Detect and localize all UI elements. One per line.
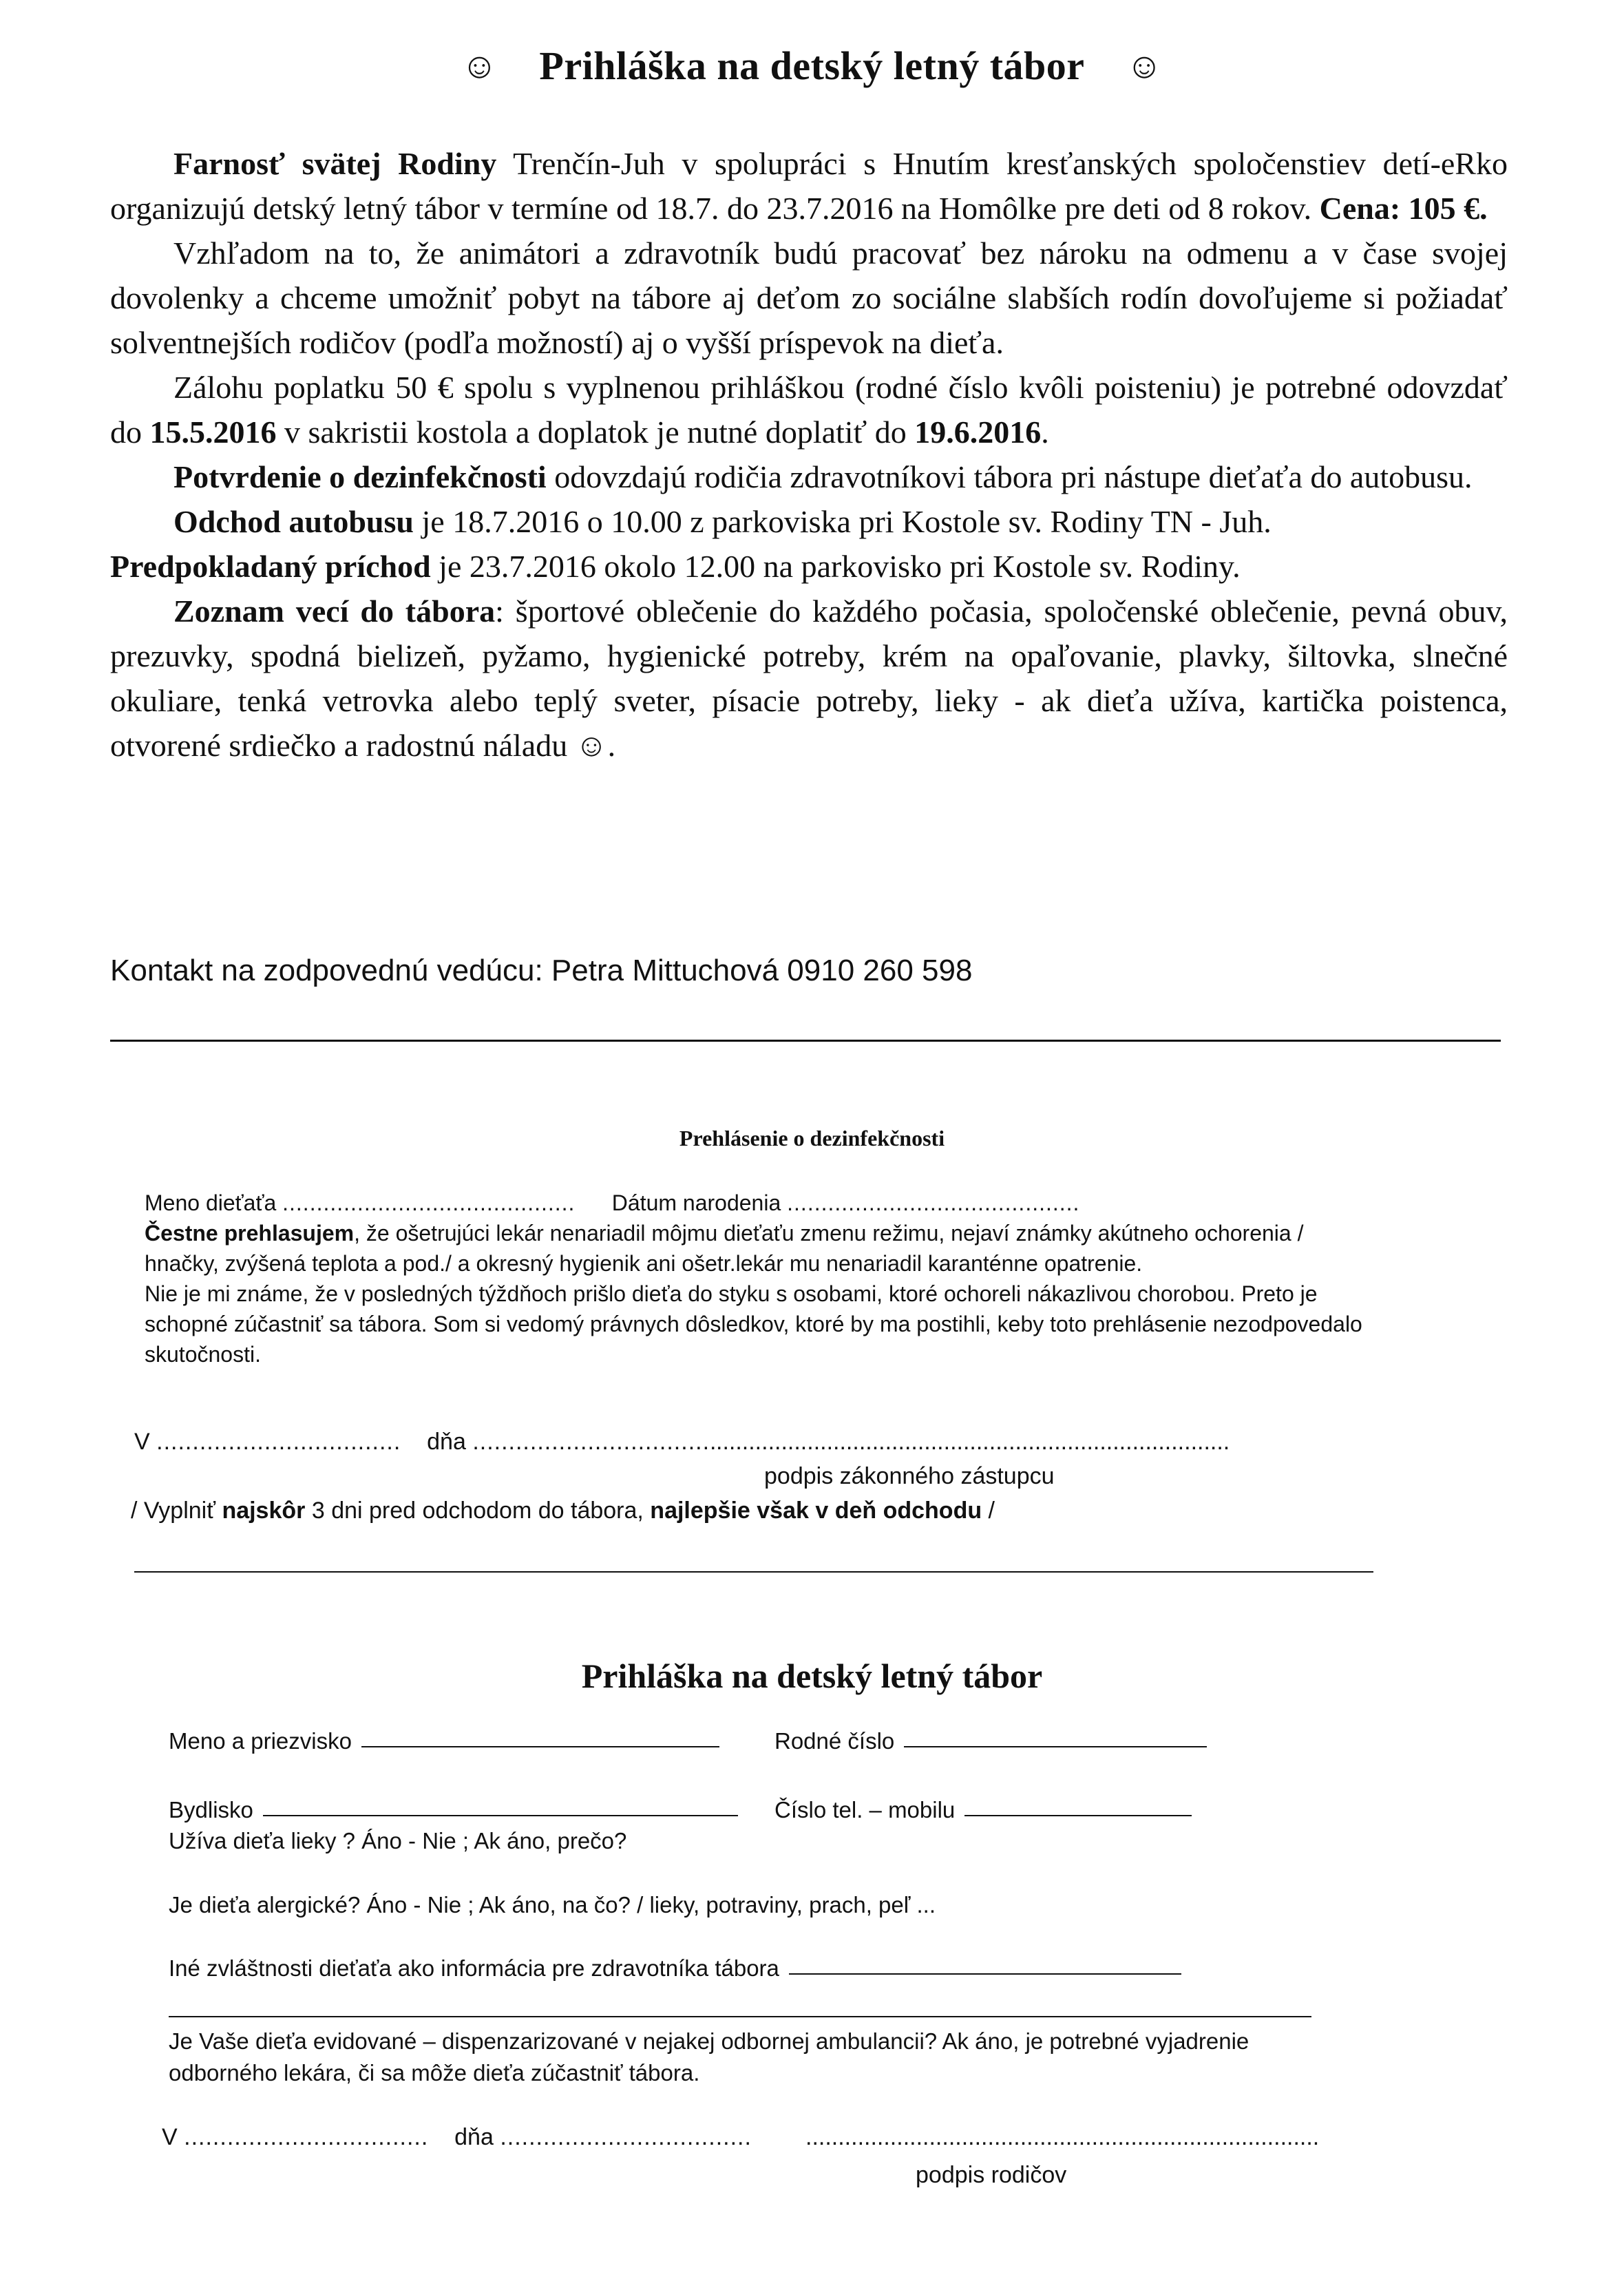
smiley-right-icon: ☺ [1126,47,1163,86]
phone-input[interactable] [964,1815,1192,1816]
name-field-row [169,1728,719,1754]
name-input[interactable] [361,1746,719,1747]
application-signature-row: V .................................. dňa ................................... [162,2124,752,2150]
other-info-row [169,1955,1181,1982]
info-paragraph-6: Predpokladaný príchod je 23.7.2016 okolo 12.00 na parkovisko pri Kostole sv. Rodiny. [110,549,1241,584]
declaration-statement-1: Čestne prehlasujem, že ošetrujúci lekár nenariadil môjmu dieťaťu zmenu režimu, nejaví známky akútneho ochorenia / hnačky, zvýšená teplota a pod./ a okresný hygienik ani ošetr.lekár mu nenariadil karanténne opatrenie. [145,1221,1304,1276]
address-input[interactable] [263,1815,738,1816]
price: Cena: 105 €. [1319,191,1488,226]
birth-date-field[interactable]: ........................................... [787,1190,1080,1215]
ambulance-question: Je Vaše dieťa evidované – dispenzarizované v nejakej odbornej ambulancii? Ak áno, je potrebné vyjadrenie odborného lekára, či sa môže dieťa zúčastniť tábora. [169,2028,1249,2086]
birth-number-label: Rodné číslo [774,1728,895,1754]
other-info-label: Iné zvláštnosti dieťaťa ako informácia pre zdravotníka tábora [169,1955,779,1981]
info-paragraph-5: Odchod autobusu je 18.7.2016 o 10.00 z parkoviska pri Kostole sv. Rodiny TN - Juh. [173,504,1272,539]
declaration-block [145,1188,1370,1369]
declaration-title: Prehlásenie o dezinfekčnosti [679,1126,945,1151]
phone-label: Číslo tel. – mobilu [774,1797,956,1822]
info-section [110,141,1508,768]
parish-name: Farnosť svätej Rodiny [173,146,497,181]
declaration-signature-row: V .................................. dňa .................................. [134,1429,717,1455]
info-paragraph-3: Zálohu poplatku 50 € spolu s vyplnenou prihláškou (rodné číslo kvôli poisteniu) je potrebné odovzdať do 15.5.2016 v sakristii kostola a doplatok je nutné doplatiť do 19.6.2016. [110,370,1508,450]
declaration-note: / Vyplniť najskôr 3 dni pred odchodom do tábora, najlepšie však v deň odchodu / [131,1498,995,1524]
info-paragraph-1: Farnosť svätej Rodiny Trenčín-Juh v spolupráci s Hnutím kresťanských spoločenstiev detí-eRko organizujú detský letný tábor v termíne od 18.7. do 23.7.2016 na Homôlke pre deti od 8 rokov. Cena: 105 €. [110,146,1508,226]
info-paragraph-7: Zoznam vecí do tábora: športové oblečenie do každého počasia, spoločenské oblečenie, pevná obuv, prezuvky, spodná bielizeň, pyžamo, hygienické potreby, krém na opaľovanie, plavky, šiltovka, slnečné okuliare, tenká vetrovka alebo teplý sveter, písacie potreby, lieky - ak dieťa užíva, kartička poistenca, otvorené srdiečko a radostnú náladu ☺. [110,593,1508,763]
info-paragraph-4: Potvrdenie o dezinfekčnosti odovzdajú rodičia zdravotníkovi tábora pri nástupe dieťaťa do autobusu. [173,459,1473,494]
declaration-signature-caption: podpis zákonného zástupcu [764,1463,1055,1489]
page-title-row [0,43,1624,89]
section-divider-2 [134,1571,1373,1573]
phone-row [774,1797,1192,1823]
section-divider-1 [110,1040,1501,1042]
application-form-title: Prihláška na detský letný tábor [581,1657,1043,1695]
declaration-place-field[interactable]: .................................. [156,1429,401,1455]
medication-question: Užíva dieťa lieky ? Áno - Nie ; Ak áno, prečo? [169,1828,627,1853]
application-date-field[interactable]: ................................... [500,2124,752,2150]
smiley-left-icon: ☺ [461,47,498,86]
declaration-signature-field[interactable]: ............................................................................... [716,1429,1230,1455]
child-name-label: Meno dieťaťa [145,1190,277,1215]
birth-date-label: Dátum narodenia [611,1190,781,1215]
birth-number-row [774,1728,1207,1754]
other-info-input[interactable] [789,1973,1181,1975]
application-signature-caption: podpis rodičov [916,2162,1067,2188]
info-paragraph-2: Vzhľadom na to, že animátori a zdravotník budú pracovať bez nároku na odmenu a v čase svojej dovolenky a chceme umožniť pobyt na tábore aj deťom zo sociálne slabších rodín dovoľujeme si požiadať solventnejších rodičov (podľa možností) aj o vyšší príspevok na dieťa. [110,235,1508,360]
application-place-field[interactable]: .................................. [184,2124,429,2150]
declaration-name-row [145,1188,1370,1218]
name-label: Meno a priezvisko [169,1728,352,1754]
declaration-date-field[interactable]: .................................. [472,1429,717,1455]
birth-number-input[interactable] [904,1746,1207,1747]
page-title: Prihláška na detský letný tábor [539,43,1085,88]
allergy-question: Je dieťa alergické? Áno - Nie ; Ak áno, na čo? / lieky, potraviny, prach, peľ ... [169,1892,936,1918]
address-label: Bydlisko [169,1797,253,1822]
child-name-field[interactable]: ........................................... [282,1190,576,1215]
contact-line: Kontakt na zodpovednú vedúcu: Petra Mittuchová 0910 260 598 [110,954,973,987]
application-signature-field[interactable]: ............................................................................... [805,2124,1320,2150]
ambulance-divider [169,2016,1311,2017]
address-row [169,1797,738,1823]
declaration-statement-2: Nie je mi známe, že v posledných týždňoch prišlo dieťa do styku s osobami, ktoré ochoreli nákazlivou chorobou. Preto je schopné zúčastniť sa tábora. Som si vedomý právnych dôsledkov, ktoré by ma postihli, keby toto prehlásenie nezodpovedalo skutočnosti. [145,1281,1362,1367]
